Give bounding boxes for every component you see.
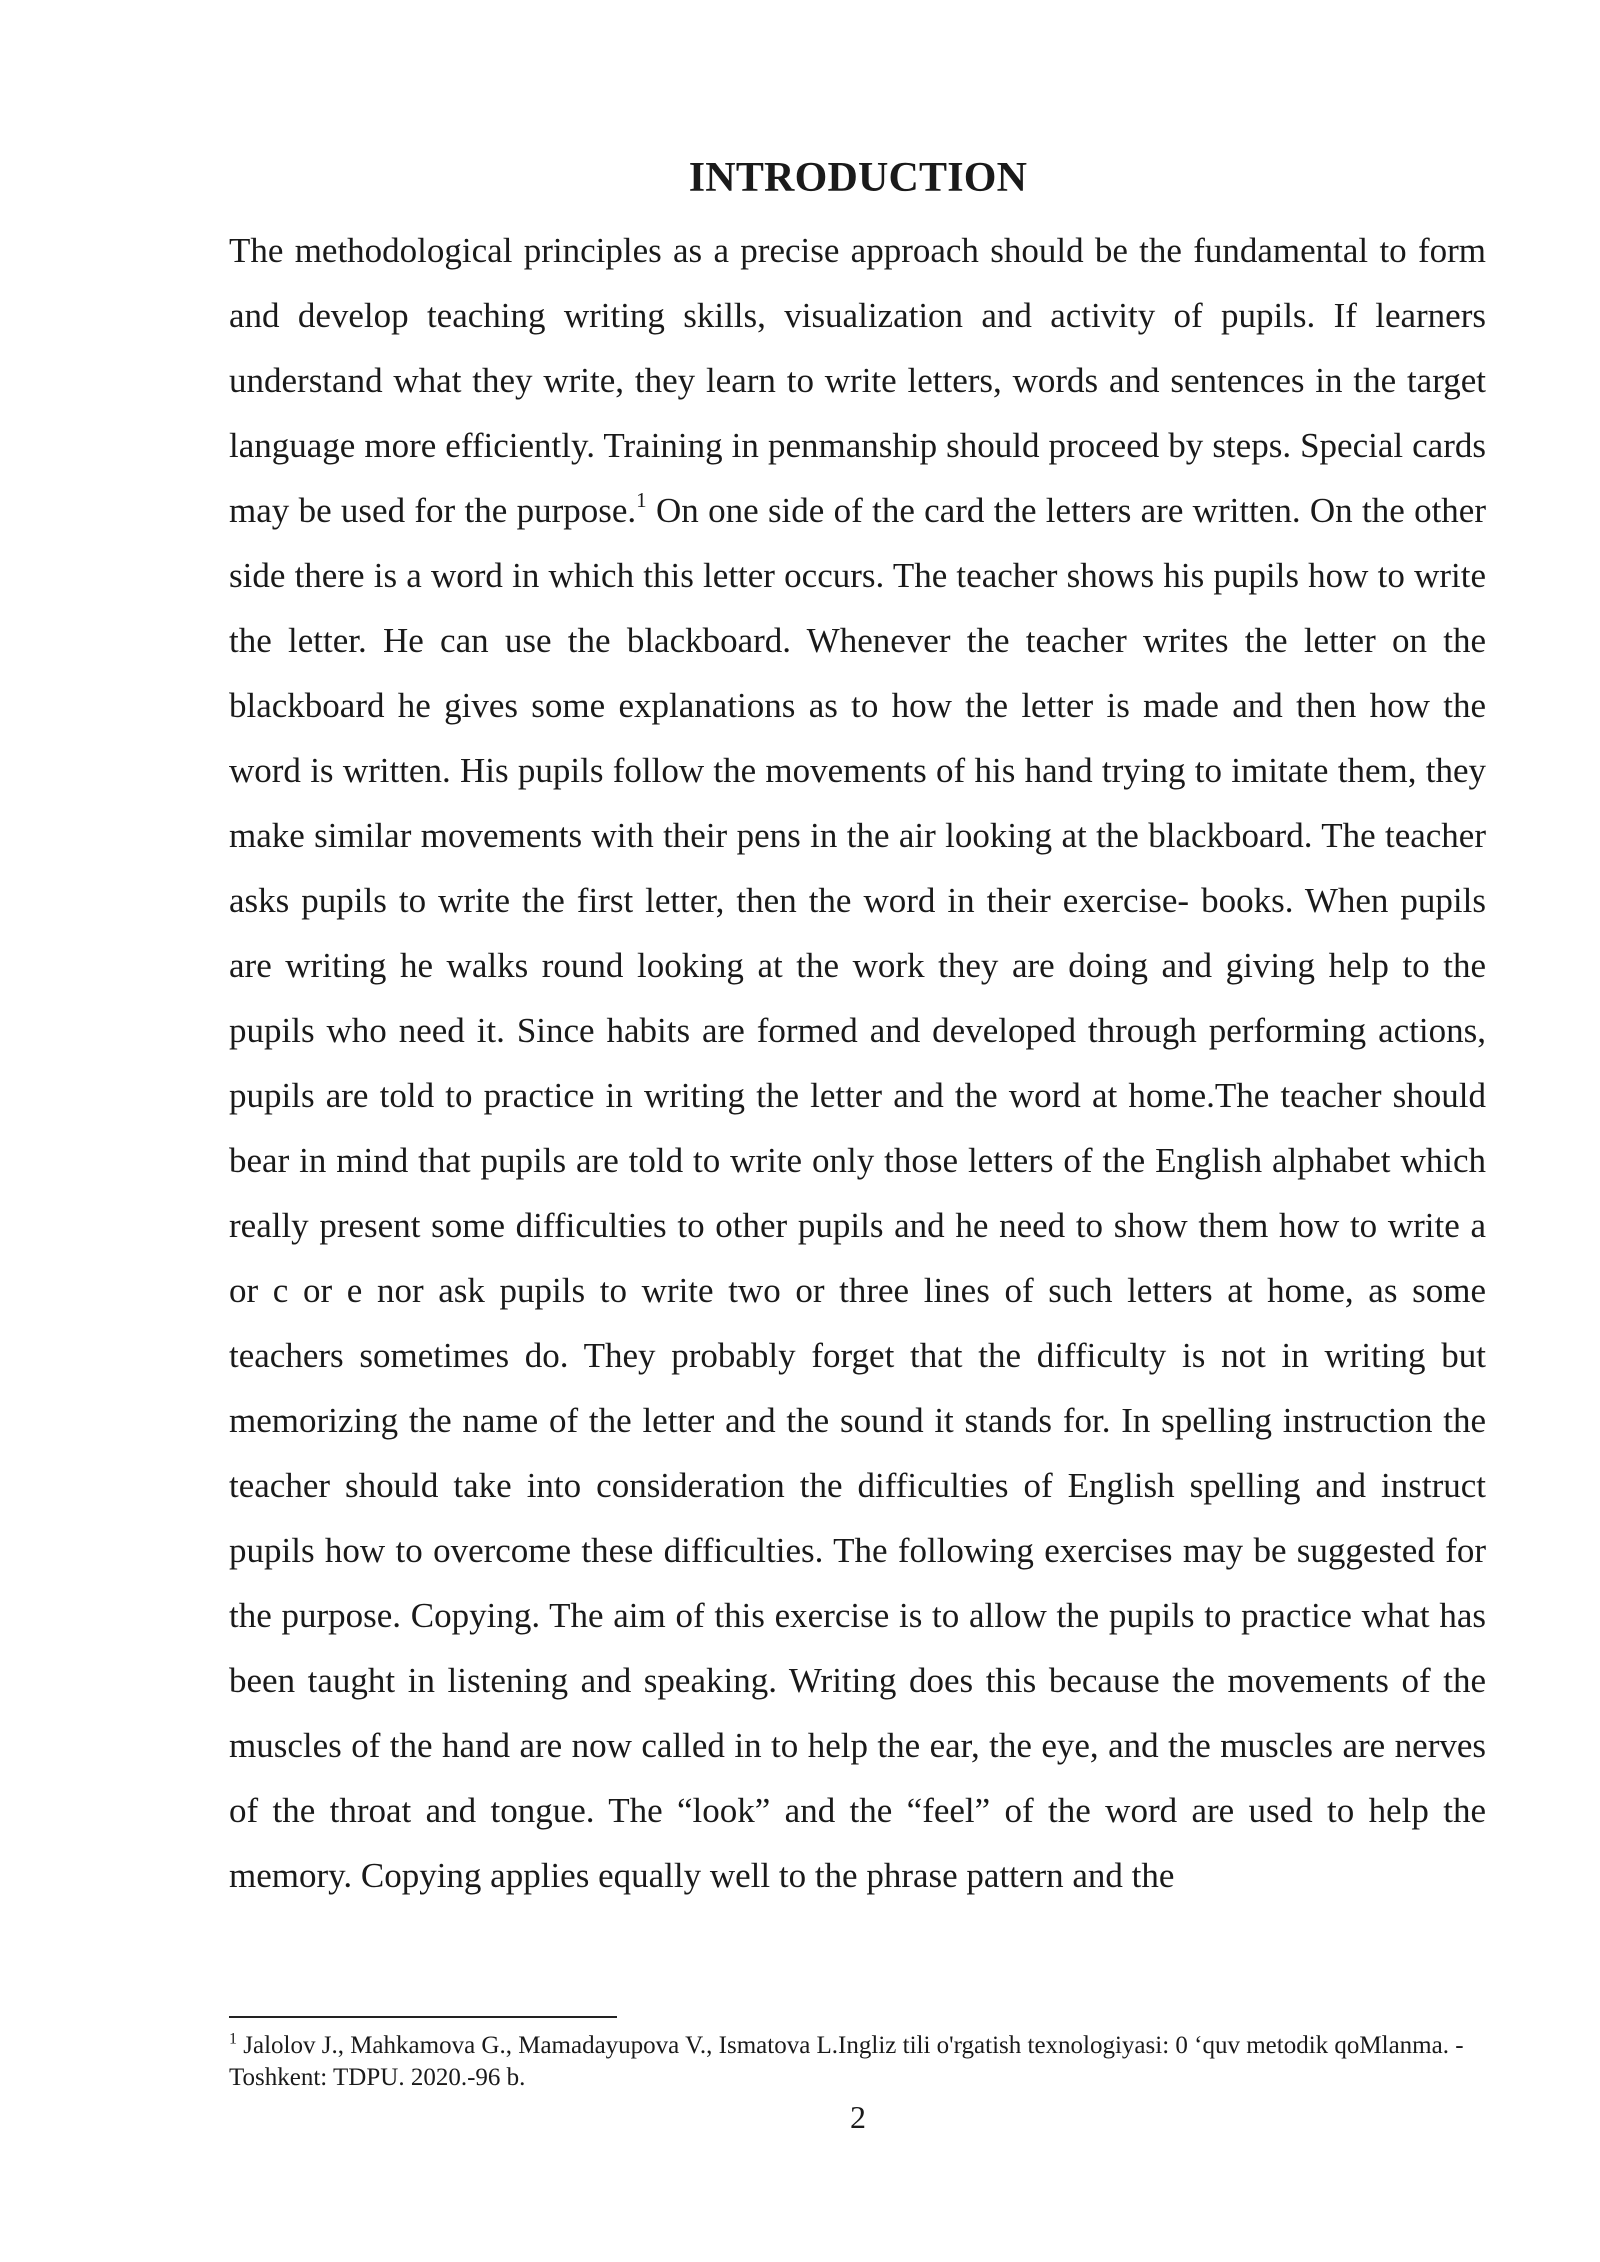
footnote-mark: 1 [229,2030,237,2048]
footnote-reference-mark: 1 [636,488,647,513]
page-heading: INTRODUCTION [688,155,1028,201]
page-number: 2 [850,2099,866,2135]
footnote-separator [229,2016,617,2018]
footnote-text: Jalolov J., Mahkamova G., Mamadayupova V., Ismatova L.Ingliz tili o'rgatish texnologiyasi: 0 ‘quv metodik qoMlanma. -Toshkent: TDPU. 2020.-96 b. [229,2032,1464,2091]
body-text-before-reference: The methodological principles as a precise approach should be the fundamental to form and develop teaching writing skills, visualization and activity of pupils. If learners understand what they write, they learn to write letters, words and sentences in the target language more efficiently. Training in penmanship should proceed by steps. Special cards may be used for the purpose. [229,231,1486,530]
footnote [229,2030,1486,2094]
body-paragraph [229,218,1486,1908]
body-text-after-reference: On one side of the card the letters are written. On the other side there is a word in which this letter occurs. The teacher shows his pupils how to write the letter. He can use the blackboard. Whenever the teacher writes the letter on the blackboard he gives some explanations as to how the letter is made and then how the word is written. His pupils follow the movements of his hand trying to imitate them, they make similar movements with their pens in the air looking at the blackboard. The teacher asks pupils to write the first letter, then the word in their exercise- books. When pupils are writing he walks round looking at the work they are doing and giving help to the pupils who need it. Since habits are formed and developed through performing actions, pupils are told to practice in writing the letter and the word at home.The teacher should bear in mind that pupils are told to write only those letters of the English alphabet which really present some difficulties to other pupils and he need to show them how to write a or c or e nor ask pupils to write two or three lines of such letters at home, as some teachers sometimes do. They probably forget that the difficulty is not in writing but memorizing the name of the letter and the sound it stands for. In spelling instruction the teacher should take into consideration the difficulties of English spelling and instruct pupils how to overcome these difficulties. The following exercises may be suggested for the purpose. Copying. The aim of this exercise is to allow the pupils to practice what has been taught in listening and speaking. Writing does this because the movements of the muscles of the hand are now called in to help the ear, the eye, and the muscles are nerves of the throat and tongue. The “look” and the “feel” of the word are used to help the memory. Copying applies equally well to the phrase pattern and the [229,491,1486,1895]
